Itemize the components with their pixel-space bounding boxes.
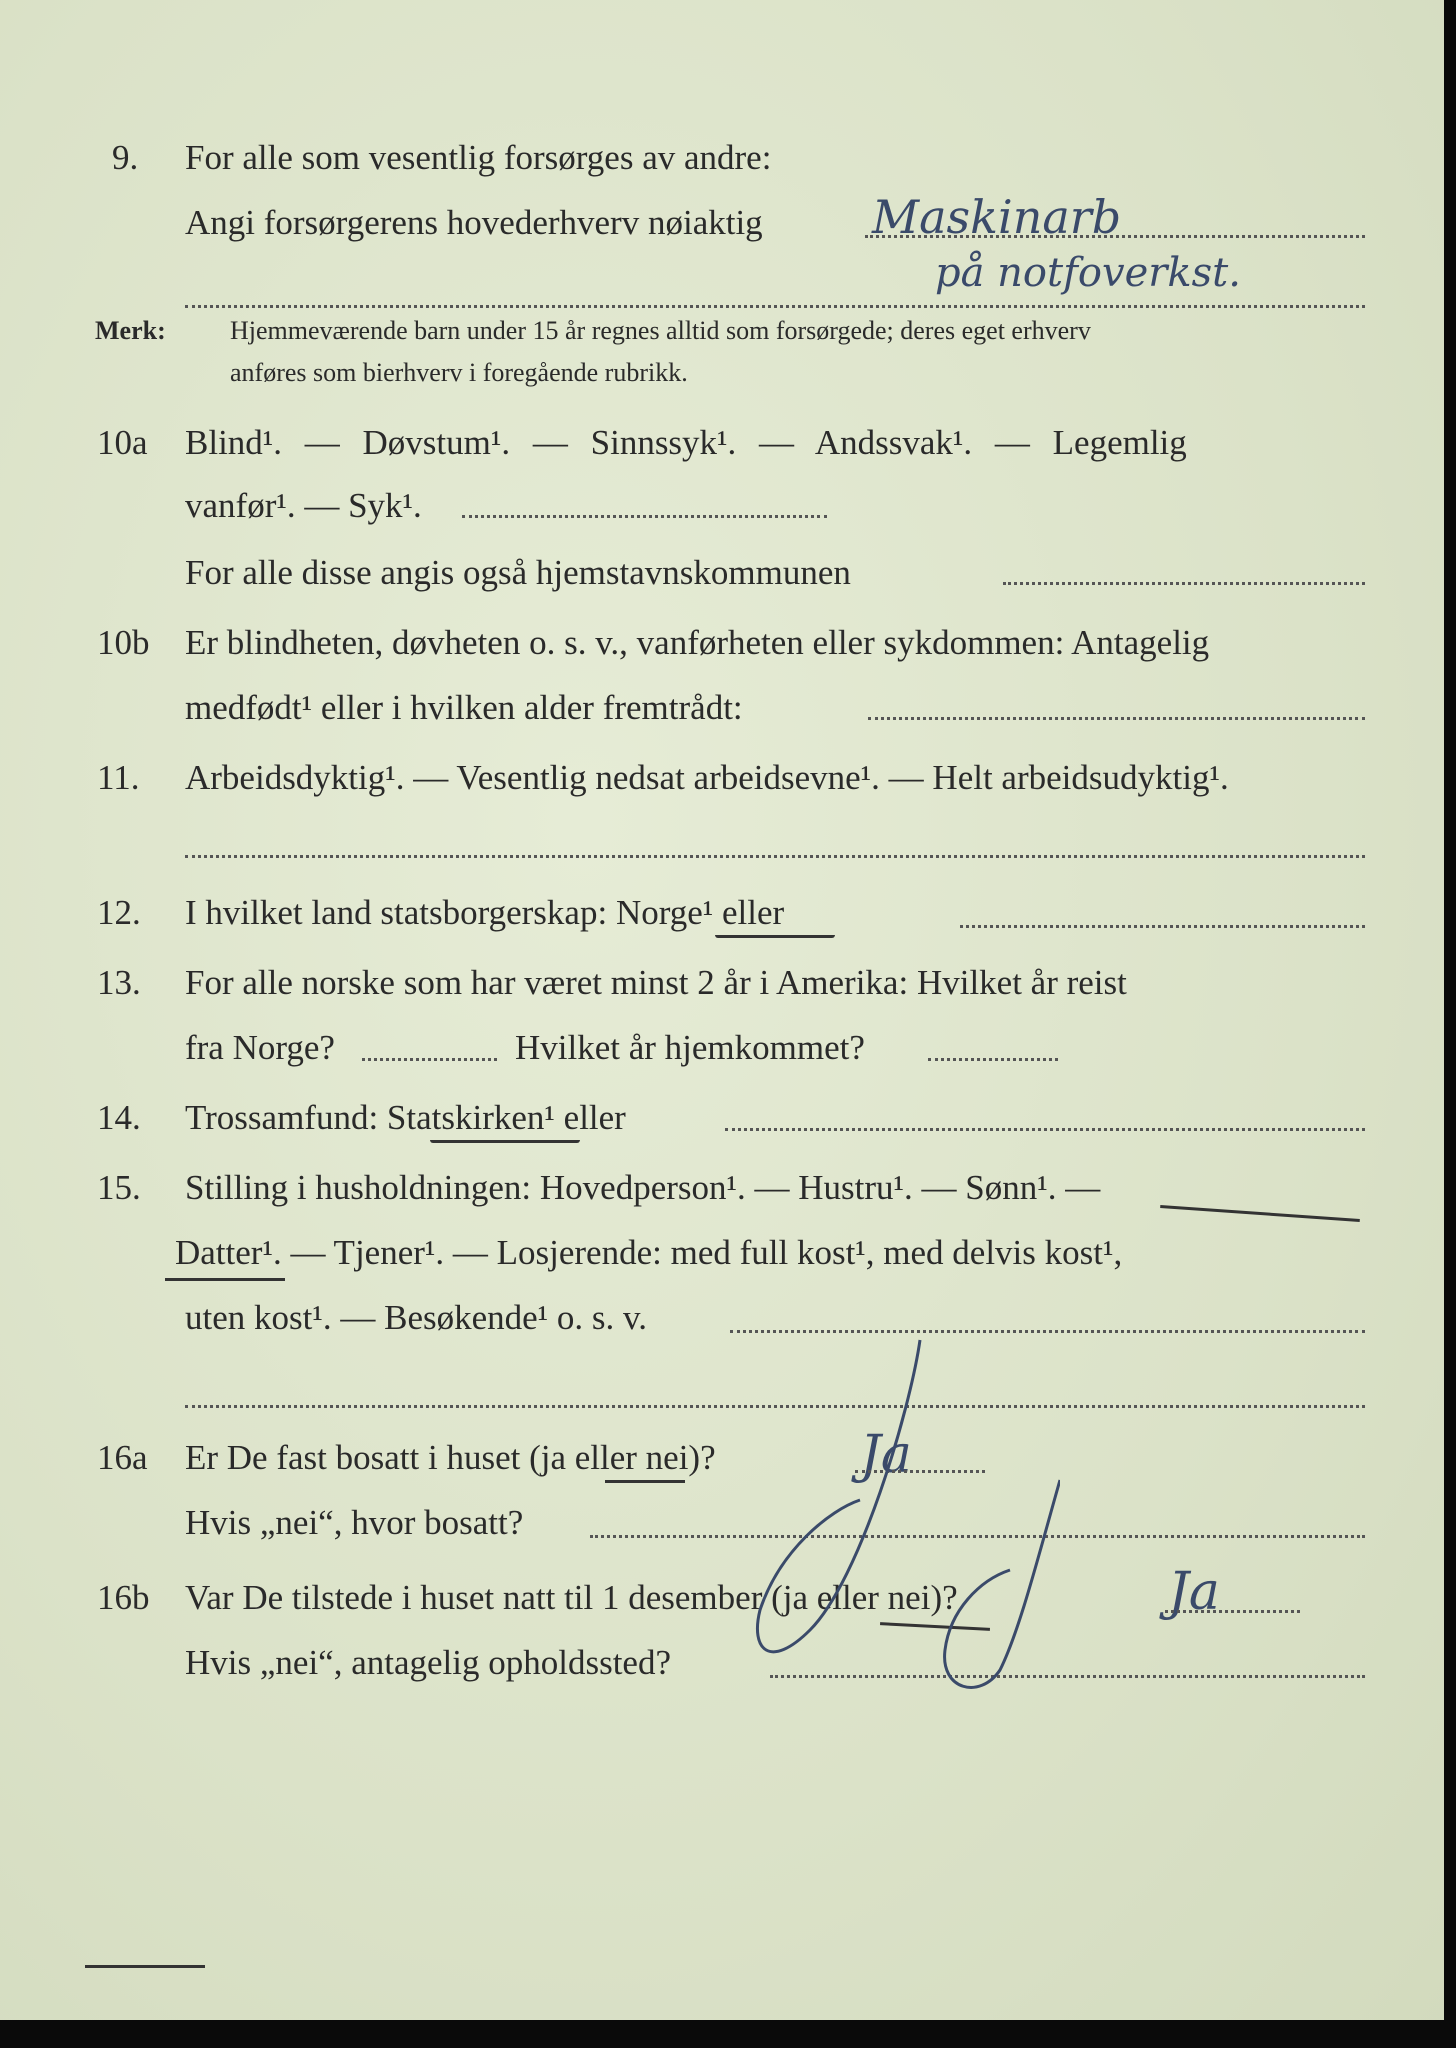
answer-field-q14[interactable] [725, 1128, 1365, 1131]
question-number: 16a [97, 1438, 148, 1477]
question-text: Arbeidsdyktig¹. — Vesentlig nedsat arbeidsevne¹. — Helt arbeidsudyktig¹. [185, 758, 1229, 797]
question-text: Trossamfund: Statskirken¹ eller [185, 1098, 626, 1137]
scan-edge-bottom [0, 2020, 1456, 2048]
underline-sonn [1160, 1205, 1360, 1222]
handwritten-answer-q9-line2: på notfoverkst. [935, 250, 1241, 296]
question-number: 14. [97, 1098, 141, 1137]
question-number: 9. [112, 138, 139, 177]
question-text: Var De tilstede i huset natt til 1 desember (ja eller nei)? [185, 1578, 958, 1617]
question-text: medfødt¹ eller i hvilken alder fremtrådt: [185, 688, 743, 727]
question-number: 11. [97, 758, 140, 797]
question-text: Blind¹. — Døvstum¹. — Sinnssyk¹. — Andssvak¹. — Legemlig [185, 423, 1187, 462]
question-text: Er blindheten, døvheten o. s. v., vanførheten eller sykdommen: Antagelig [185, 623, 1210, 662]
question-text: Hvis „nei“, hvor bosatt? [185, 1503, 524, 1542]
question-text: For alle som vesentlig forsørges av andre: [185, 138, 772, 177]
question-text: Angi forsørgerens hovederhverv nøiaktig [185, 203, 763, 242]
question-text: uten kost¹. — Besøkende¹ o. s. v. [185, 1298, 648, 1337]
question-number: 13. [97, 963, 141, 1002]
answer-field-q11[interactable] [185, 855, 1365, 858]
note-label: Merk: [95, 316, 166, 345]
question-number: 16b [97, 1578, 150, 1617]
note-text: Hjemmeværende barn under 15 år regnes alltid som forsørgede; deres eget erhverv [230, 316, 1091, 345]
note-text: anføres som bierhverv i foregående rubrikk. [230, 358, 688, 387]
question-text: fra Norge? [185, 1028, 335, 1067]
question-text: Datter¹. — Tjener¹. — Losjerende: med full kost¹, med delvis kost¹, [175, 1233, 1123, 1272]
handwritten-j-strokes [740, 1330, 1060, 1710]
underline-norge [715, 935, 835, 938]
question-text: For alle disse angis også hjemstavnskommunen [185, 553, 851, 592]
question-text: Hvilket år hjemkommet? [515, 1028, 865, 1067]
handwritten-answer-q9: Maskinarb [872, 190, 1122, 244]
underline-statskirken [430, 1140, 580, 1143]
underline-ja [605, 1480, 685, 1483]
answer-field-q10b[interactable] [868, 717, 1365, 720]
question-number: 10b [97, 623, 150, 662]
answer-field-q9-line2[interactable] [185, 305, 1365, 308]
answer-field-q12[interactable] [960, 925, 1365, 928]
handwritten-answer-q16a: Ja [860, 1425, 912, 1485]
question-number: 15. [97, 1168, 141, 1207]
scan-edge-right [1444, 0, 1456, 2048]
answer-field-q13-return[interactable] [928, 1058, 1058, 1061]
question-number: 12. [97, 893, 141, 932]
bottom-rule [85, 1965, 205, 1968]
question-text: vanfør¹. — Syk¹. [185, 486, 422, 525]
question-text: Stilling i husholdningen: Hovedperson¹. — Hustru¹. — Sønn¹. — [185, 1168, 1101, 1207]
question-text: Hvis „nei“, antagelig opholdssted? [185, 1643, 671, 1682]
question-text: I hvilket land statsborgerskap: Norge¹ eller [185, 893, 785, 932]
question-text: For alle norske som har været minst 2 år i Amerika: Hvilket år reist [185, 963, 1127, 1002]
answer-field-q13-departure[interactable] [362, 1058, 497, 1061]
question-text: Er De fast bosatt i huset (ja eller nei)? [185, 1438, 716, 1477]
underline-datter [165, 1278, 285, 1281]
answer-field-q10a-line3[interactable] [1003, 582, 1365, 585]
answer-field-q10a[interactable] [462, 515, 827, 518]
question-number: 10a [97, 423, 148, 462]
answer-field-q16b[interactable] [1165, 1610, 1300, 1613]
handwritten-answer-q16b: Ja [1168, 1562, 1220, 1622]
